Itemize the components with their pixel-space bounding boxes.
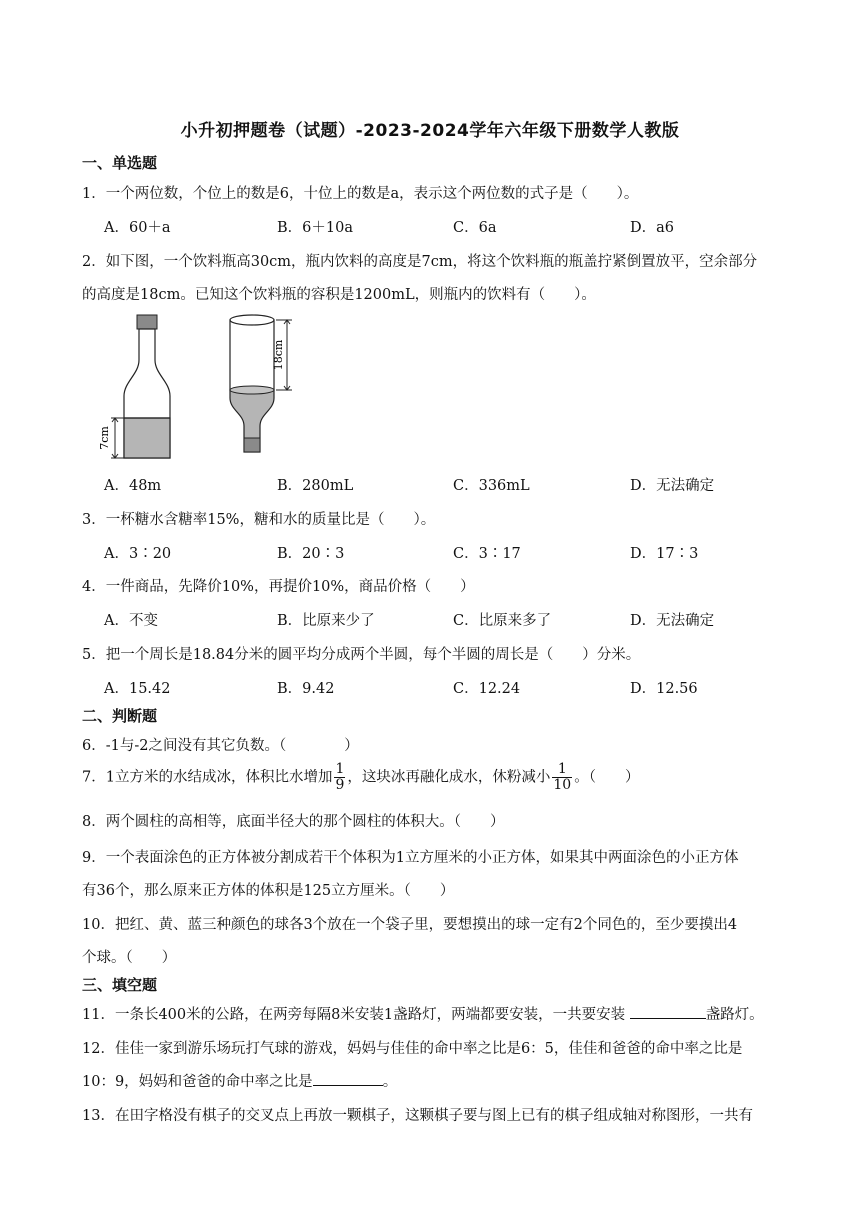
q3-option-a: A．3∶20 [104,546,172,562]
fraction-numerator: 1 [335,761,345,777]
q2-option-b: B．280mL [277,478,354,494]
question-12-line-1: 12．佳佳一家到游乐场玩打气球的游戏，妈妈与佳佳的命中率之比是6：5，佳佳和爸爸的命中率之比是 [82,1041,743,1057]
question-3: 3．一杯糖水含糖率15%，糖和水的质量比是（ ）。 [82,512,436,528]
q5-option-a: A．15.42 [104,681,171,697]
section-heading-single-choice: 一、单选题 [82,154,158,172]
q2-option-c: C．336mL [453,478,530,494]
q1-option-a: A．60＋a [104,220,171,236]
q1-option-b: B．6＋10a [277,220,353,236]
q7-text-part-3: 。（ ） [574,769,640,786]
q5-option-c: C．12.24 [453,681,521,697]
q4-option-d: D．无法确定 [630,613,715,629]
q12-text-part-1: 10：9，妈妈和爸爸的命中率之比是 [82,1074,313,1090]
q3-option-c: C．3∶17 [453,546,521,562]
page-title: 小升初押题卷（试题）-2023-2024学年六年级下册数学人教版 [180,121,680,141]
q7-text-part-2: ，这块冰再融化成水，休粉减小 [347,769,551,786]
question-10-line-1: 10．把红、黄、蓝三种颜色的球各3个放在一个袋子里，要想摸出的球一定有2个同色的，至少要摸出4 [82,917,738,933]
fraction-denominator: 10 [553,777,572,793]
question-7 [82,762,639,793]
question-8: 8．两个圆柱的高相等，底面半径大的那个圆柱的体积大。（ ） [82,814,505,830]
answer-blank[interactable] [630,1018,706,1019]
answer-blank[interactable] [313,1085,383,1086]
question-2-line-2: 的高度是18cm。已知这个饮料瓶的容积是1200mL，则瓶内的饮料有（ ）。 [82,287,596,303]
fraction-denominator: 9 [335,777,345,793]
q3-option-b: B．20∶3 [277,546,345,562]
question-12-line-2 [82,1070,397,1091]
q4-option-c: C．比原来多了 [453,613,552,629]
fraction-one-ninth [334,762,345,793]
fraction-one-tenth [552,762,572,793]
question-10-line-2: 个球。（ ） [82,950,177,966]
section-heading-fill-in: 三、填空题 [82,976,158,994]
q7-text-part-1: 7．1立方米的水结成冰，体积比水增加 [82,769,333,786]
q5-option-b: B．9.42 [277,681,335,697]
q4-option-a: A．不变 [104,613,158,629]
question-9-line-2: 有36个，那么原来正方体的体积是125立方厘米。（ ） [82,883,455,899]
q5-option-d: D．12.56 [630,681,698,697]
q2-option-d: D．无法确定 [630,478,715,494]
section-heading-true-false: 二、判断题 [82,707,158,725]
q1-option-d: D．a6 [630,220,674,236]
question-5: 5．把一个周长是18.84分米的圆平均分成两个半圆，每个半圆的周长是（ ）分米。 [82,647,641,663]
q3-option-d: D．17∶3 [630,546,699,562]
question-6: 6．-1与-2之间没有其它负数。（ ） [82,738,359,754]
question-13-line-1: 13．在田字格没有棋子的交叉点上再放一颗棋子，这颗棋子要与图上已有的棋子组成轴对称图形，一共有 [82,1108,753,1124]
upright-bottle [98,315,170,458]
label-18cm: 18cm [272,339,285,371]
fraction-numerator: 1 [552,762,572,778]
q4-option-b: B．比原来少了 [277,613,375,629]
question-2-line-1: 2．如下图，一个饮料瓶高30cm，瓶内饮料的高度是7cm，将这个饮料瓶的瓶盖拧紧倒置放平，空余部分 [82,254,758,270]
q2-option-a: A．48m [104,478,162,494]
question-9-line-1: 9．一个表面涂色的正方体被分割成若干个体积为1立方厘米的小正方体，如果其中两面涂色的小正方体 [82,850,739,866]
q12-text-part-2: 。 [382,1074,398,1090]
q1-option-c: C．6a [453,220,497,236]
q11-text-part-2: 盏路灯。 [705,1007,764,1023]
inverted-bottle [230,315,292,452]
question-1: 1．一个两位数，个位上的数是6，十位上的数是a，表示这个两位数的式子是（ ）。 [82,186,639,202]
question-4: 4．一件商品，先降价10%，再提价10%，商品价格（ ） [82,579,475,595]
label-7cm: 7cm [98,426,111,450]
question-11 [82,1003,764,1024]
q11-text-part-1: 11．一条长400米的公路，在两旁每隔8米安装1盏路灯，两端都要安装，一共要安装 [82,1007,630,1023]
bottle-figure [96,310,306,462]
